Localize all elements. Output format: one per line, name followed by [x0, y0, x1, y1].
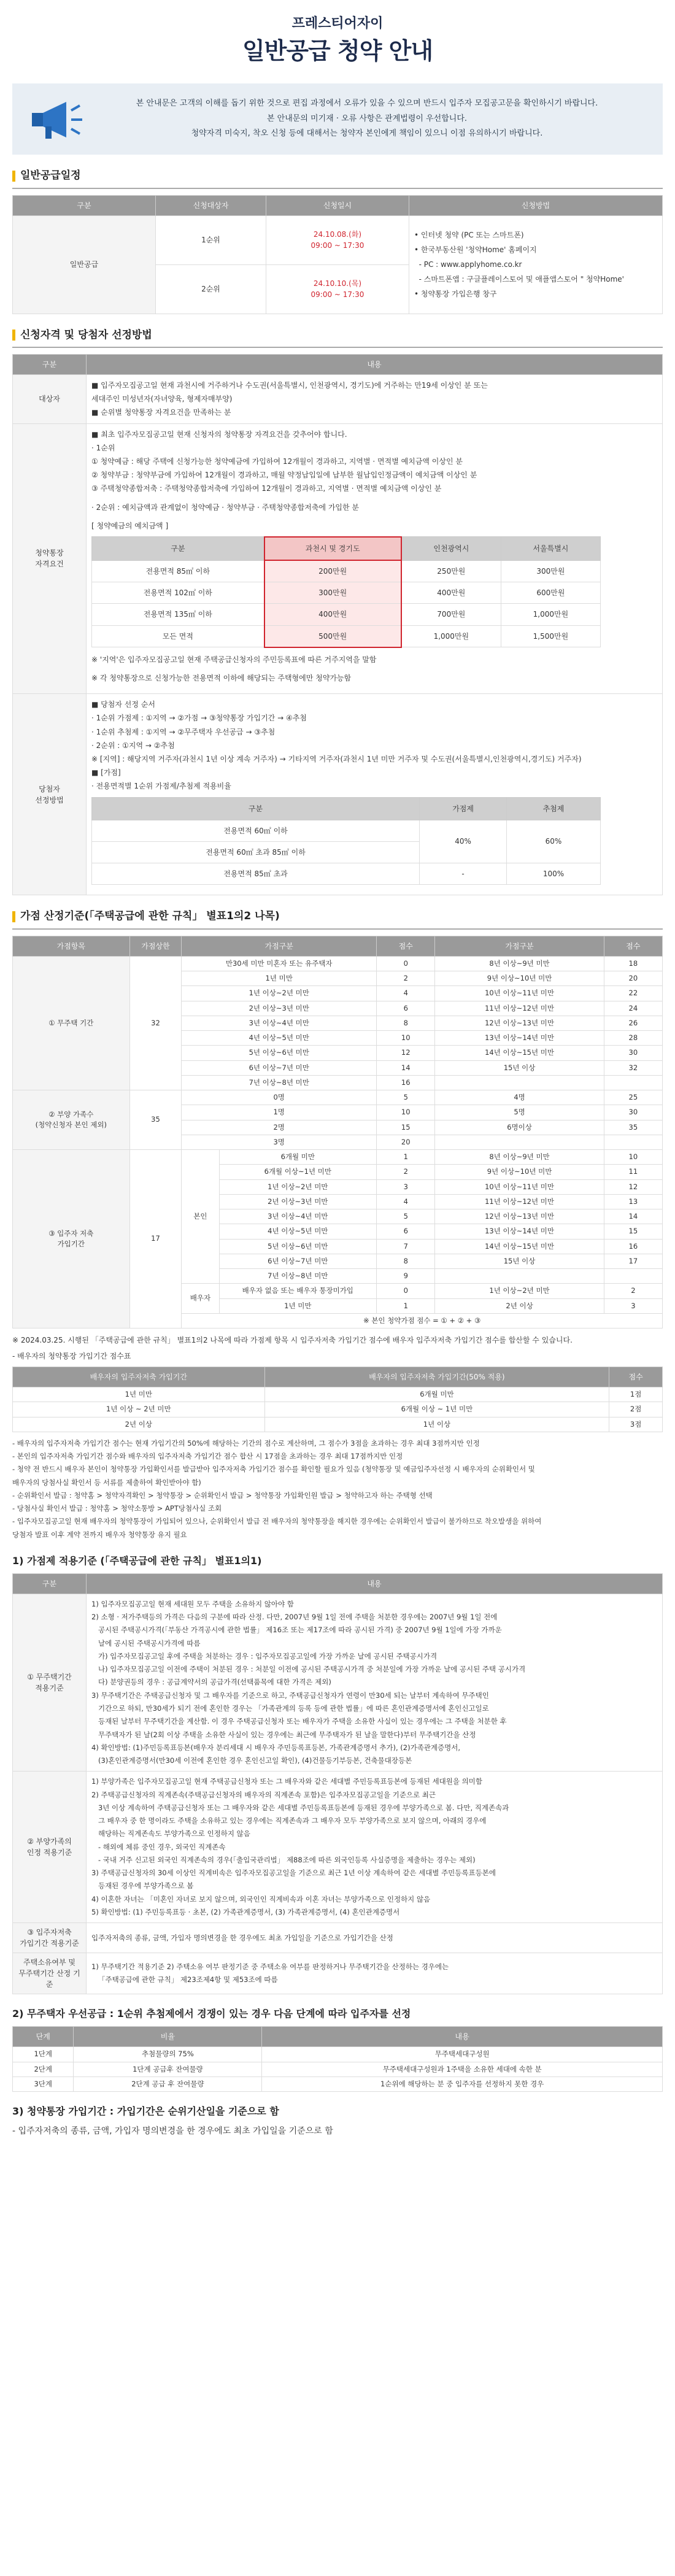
content-cell: [87, 1953, 663, 1994]
content-line: 가) 입주자모집공고일 후에 주택을 처분하는 경우 : 입주자모집공고일에 가장 가까운 날에 공시된 주택공시가격: [91, 1651, 438, 1660]
content-line: 공시된 주택공시가격(「부동산 가격공시에 관한 법률」 제16조 또는 제17조에 따라 공시된 가격) 중 2007년 9월 1일에 가장 가까운: [91, 1625, 502, 1635]
col-header: 서울특별시: [501, 537, 601, 560]
content-line: 입주자저축의 종류, 금액, 가입자 명의변경을 한 경우에도 최초 가입일을 기준으로 가입기간을 산정: [91, 1933, 393, 1942]
cell: 1단계: [13, 2047, 74, 2062]
cell: 7년 이상~8년 미만: [182, 1075, 377, 1090]
cell: 3점: [609, 1417, 663, 1432]
cell: 추첨물량의 75%: [74, 2047, 262, 2062]
cell: 20: [377, 1135, 435, 1149]
cell: 11: [604, 1165, 662, 1179]
sub-label: 본인: [182, 1150, 219, 1284]
cell: 7: [377, 1239, 435, 1254]
content-line: - 국내 거주 신고된 외국인 직계존속의 경우(「출입국관리법」 제88조에 따른 외국인등록 사실증명을 제출하는 경우는 제외): [91, 1855, 476, 1864]
cell: 10: [604, 1150, 662, 1165]
content-line: 1) 입주자모집공고일 현재 세대원 모두 주택을 소유하지 않아야 함: [91, 1599, 294, 1608]
cell: 25: [604, 1090, 662, 1105]
col-header: 가점제: [420, 797, 507, 820]
page: [12, 0, 663, 2140]
hero: [12, 0, 663, 76]
col-header: 구분: [13, 195, 156, 215]
content-line: 해당하는 직계존속도 부양가족으로 인정하지 않음: [91, 1829, 250, 1838]
cell: 15년 이상: [435, 1060, 604, 1075]
subsection-title: 1) 가점제 적용기준 (「주택공급에 관한 규칙」 별표1의1): [12, 1554, 262, 1567]
cell: 8년 이상~9년 미만: [435, 1150, 604, 1165]
content-cell: [87, 1594, 663, 1771]
hero-subtitle: 프레스티어자이: [291, 16, 384, 31]
cell: 3년 이상~4년 미만: [182, 1016, 377, 1030]
cell: 2: [604, 1284, 662, 1298]
sum-cell: ※ 본인 청약가점 점수 = ① + ② + ③: [182, 1313, 663, 1328]
cell: 17: [604, 1254, 662, 1268]
content-line: 「주택공급에 관한 규칙」 제23조제4항 및 제53조에 따름: [91, 1975, 278, 1984]
cell: 15: [604, 1224, 662, 1239]
col-header: 가점구분: [182, 936, 377, 956]
cell: [435, 1269, 604, 1284]
subsection-title: 3) 청약통장 가입기간 : 가입기간은 순위기산일을 기준으로 함: [12, 2105, 279, 2117]
cell: 3년 이상~4년 미만: [219, 1209, 377, 1224]
method-line: • 인터넷 청약 (PC 또는 스마트폰): [414, 231, 524, 239]
cell: -: [420, 863, 507, 885]
winner-cell: ■ 당첨자 선정 순서 · 1순위 가점제 : ①지역 → ②가점 → ③청약통장 가입기간 → ④추첨 · 1순위 추첨제 : ①지역 → ②무주택자 우선공급 → ③추첨 · 2순위 : ①지역 → ②추첨 ※ [지역] : 해당지역 거주자(과천시 1년 이상 계속 거주자) → 기타지역 거주자(과천시 1년 미만 거주자 및 수도권(서울특별시,인천광역시,경기도) 거주자) ■ [가점] · 전용면적별 1순위 가점제/추첨제 적용비율 구분 가점제 추첨제 전용면적 60㎡ 이하 40% 60% 전용면적 60㎡ 초과 85㎡ 이하 전용면적 85㎡ 초과 - 100%: [87, 694, 663, 895]
cell: 전용면적 85㎡ 초과: [92, 863, 420, 885]
cell: 4명: [435, 1090, 604, 1105]
note: - 배우자의 청약통장 가입기간 점수표: [12, 1352, 131, 1360]
cell: 10년 이상~11년 미만: [435, 1179, 604, 1194]
cell: 5년 이상~6년 미만: [182, 1046, 377, 1060]
cell: 전용면적 85㎡ 이하: [92, 560, 264, 582]
cell: 만30세 미만 미혼자 또는 유주택자: [182, 956, 377, 971]
cell: 모든 면적: [92, 625, 264, 647]
cell: 12년 이상~13년 미만: [435, 1209, 604, 1224]
cell: 6년 이상~7년 미만: [219, 1254, 377, 1268]
cell: 1,000만원: [401, 625, 501, 647]
cell: 1,500만원: [501, 625, 601, 647]
standard-table: [12, 1573, 663, 1994]
col-header: 가점구분: [435, 936, 604, 956]
method-line: - PC : www.applyhome.co.kr: [418, 260, 522, 269]
cell: 3: [604, 1298, 662, 1313]
cell: 400만원: [264, 604, 401, 625]
cell: 3단계: [13, 2077, 74, 2091]
cell: 12: [604, 1179, 662, 1194]
content-line: 등재된 날부터 무주택기간을 계산함. 이 경우 주택공급신청자 또는 배우자가 주택을 소유한 사실이 있는 경우에는 그 주택을 처분한 후: [91, 1717, 507, 1726]
cell: 2: [377, 1165, 435, 1179]
cell: 60%: [507, 820, 601, 863]
content-line: 다) 분양권등의 경우 : 공급계약서의 공급가격(선택품목에 대한 가격은 제외): [91, 1678, 331, 1687]
cell: 500만원: [264, 625, 401, 647]
row-label: 당첨자 선정방법: [13, 694, 87, 895]
cell: 6개월 미만: [219, 1150, 377, 1165]
content-cell: [87, 1772, 663, 1923]
method-line: • 한국부동산원 '청약Home' 홈페이지: [414, 245, 537, 254]
cell: 전용면적 135㎡ 이하: [92, 604, 264, 625]
col-header: 인천광역시: [401, 537, 501, 560]
content-line: 등재된 경우에 부양가족으로 봄: [91, 1881, 194, 1891]
hero-title: 일반공급 청약 안내: [242, 37, 433, 64]
cell: 2년 이상: [435, 1298, 604, 1313]
cell: 100%: [507, 863, 601, 885]
qual-cell: ■ 최초 입주자모집공고일 현재 신청자의 청약통장 자격요건을 갖추어야 합니다. · 1순위 ① 청약예금 : 해당 주택에 신청가능한 청약예금에 가입하여 12개월이 경과하고, 지역별 · 면적별 예치금액 이상인 분 ② 청약부금 : 청약부금에 가입하여 12개월이 경과하고, 매월 약정납입일에 납부한 월납입인정금액이 예치금액 이상인 분 ③ 주택청약종합저축 : 주택청약종합저축에 가입하여 12개월이 경과하고, 지역별 · 면적별 예치금액 이상인 분 · 2순위 : 예치금액과 관계없이 청약예금 · 청약부금 · 주택청약종합저축에 가입한 분 [ 청약예금의 예치금액 ] 구분 과천시 및 경기도 인천광역시 서울특별시 전용면적 85㎡ 이하 200만원 250만원 300만원 전용면적 102㎡ 이하 300만원 400만원 600만원 전용면적 135㎡ 이하 400만원 700만원 1,000만원 모든 면적 500만원 1,000만원 1,500만원 ※ '지역'은 입주자모집공고일 현재 주택공급신청자의 주민등록표에 따른 거주지역을 말함 ※ 각 청약통장으로 신청가능한 전용면적 이하에 해당되는 주택형에만 청약가능함: [87, 423, 663, 694]
notice-line: 본 안내문은 고객의 이해를 돕기 위한 것으로 편집 과정에서 오류가 있을 수 있으며 반드시 입주자 모집공고문을 확인하시기 바랍니다.: [136, 98, 598, 108]
cell: 1순위에 해당하는 분 중 입주자를 선정하지 못한 경우: [262, 2077, 663, 2091]
cell: 6명이상: [435, 1120, 604, 1135]
cell: 2점: [609, 1402, 663, 1417]
table-row: [13, 1953, 663, 1994]
content-line: (3)혼인관계증명서(만30세 이전에 혼인한 경우 혼인신고일 확인), (4)건물등기부등본, 건축물대장등본: [91, 1756, 412, 1765]
cell: 10: [377, 1031, 435, 1046]
max-cell: 35: [129, 1090, 182, 1150]
cell: 12: [377, 1046, 435, 1060]
content-line: 무주택자가 된 날(2회 이상 주택을 소유한 사실이 있는 경우에는 최근에 무주택자가 된 날을 말한다)부터 무주택기간을 산정: [91, 1730, 476, 1739]
cell: [604, 1075, 662, 1090]
col-header: 신청대상자: [155, 195, 266, 215]
cell: 2단계: [13, 2062, 74, 2077]
cell: 2년 이상~3년 미만: [219, 1194, 377, 1209]
col-header: 추첨제: [507, 797, 601, 820]
col-header: 비율: [74, 2027, 262, 2047]
cell: 22: [604, 986, 662, 1001]
cell: 32: [604, 1060, 662, 1075]
col-header: 구분: [92, 797, 420, 820]
notice-line: 청약자격 미숙지, 착오 신청 등에 대해서는 청약자 본인에게 책임이 있으니 이점 유의하시기 바랍니다.: [191, 129, 543, 139]
method-line: - 스마트폰앱 : 구글플레이스토어 및 애플앱스토어 " 청약Home': [418, 275, 624, 283]
cell: 2년 이상~3년 미만: [182, 1001, 377, 1016]
cell-methods: [409, 215, 662, 314]
cell: 8년 이상~9년 미만: [435, 956, 604, 971]
cell: 1점: [609, 1387, 663, 1402]
cell: 700만원: [401, 604, 501, 625]
ratio-table: [91, 797, 601, 885]
col-header: 배우자의 입주자저축 가입기간: [13, 1367, 265, 1387]
table-row: [13, 1150, 663, 1165]
cell-who: 1순위: [155, 215, 266, 264]
cell: 무주택세대구성원: [262, 2047, 663, 2062]
row-label: ③ 입주자저축 가입기간 적용기준: [13, 1923, 87, 1953]
cell: 6년 이상~7년 미만: [182, 1060, 377, 1075]
table-row: [13, 956, 663, 971]
section-title-points: 가점 산정기준(「주택공급에 관한 규칙」 별표1의2 나목): [12, 909, 663, 930]
cell: 1: [377, 1150, 435, 1165]
cell: 1년 이상~2년 미만: [219, 1179, 377, 1194]
title-marker: [12, 330, 15, 341]
cell: 1년 이상~2년 미만: [182, 986, 377, 1001]
section-title-qualification: 신청자격 및 당첨자 선정방법: [12, 328, 663, 349]
cell: 15년 이상: [435, 1254, 604, 1268]
cell: 6: [377, 1001, 435, 1016]
cell: 400만원: [401, 582, 501, 604]
cell: 6개월 이상~1년 미만: [219, 1165, 377, 1179]
note: ※ 2024.03.25. 시행된 「주택공급에 관한 규칙」 별표1의2 나목에 따라 가점제 항목 시 입주자저축 가입기간 점수에 배우자 입주자저축 가입기간 점수를 합산할 수 있습니다.: [12, 1336, 573, 1344]
content-line: 3) 무주택기간은 주택공급신청자 및 그 배우자를 기준으로 하고, 주택공급신청자가 연령이 만30세 되는 날부터 계속하여 무주택인: [91, 1691, 489, 1700]
row-label: 주택소유여부 및 무주택기간 산정 기준: [13, 1953, 87, 1994]
cell: 11년 이상~12년 미만: [435, 1194, 604, 1209]
content-line: 4) 확인방법: (1)주민등록표등본(배우자 분리세대 시 배우자 주민등록표등본, 가족관계증명서 추가), (2)가족관계증명서,: [91, 1743, 460, 1752]
cell: 무주택세대구성원과 1주택을 소유한 세대에 속한 분: [262, 2062, 663, 2077]
cell: 3: [377, 1179, 435, 1194]
col-header: 내용: [87, 355, 663, 375]
cell: 26: [604, 1016, 662, 1030]
content-line: 3년 이상 계속하여 주택공급신청자 또는 그 배우자와 같은 세대별 주민등록표등본에 등재된 경우에 부양가족으로 봄. 다만, 직계존속과: [91, 1803, 509, 1812]
cell: 35: [604, 1120, 662, 1135]
table-row: [13, 1772, 663, 1923]
cell: 11년 이상~12년 미만: [435, 1001, 604, 1016]
cell: 16: [377, 1075, 435, 1090]
cell: [604, 1269, 662, 1284]
content-line: 5) 확인방법: (1) 주민등록표등 · 초본, (2) 가족관계증명서, (3) 가족관계증명서, (4) 혼인관계증명서: [91, 1907, 400, 1916]
subsection-title: 2) 무주택자 우선공급 : 1순위 추첨제에서 경쟁이 있는 경우 다음 단계에 따라 입주자를 선정: [12, 2008, 411, 2020]
account-note: - 입주자저축의 종류, 금액, 가입자 명의변경을 한 경우에도 최초 가입일을 기준으로 함: [12, 2126, 333, 2136]
cell: 9: [377, 1269, 435, 1284]
cell: 18: [604, 956, 662, 971]
col-header: 구분: [13, 355, 87, 375]
cell: [435, 1075, 604, 1090]
col-header: 구분: [13, 1573, 87, 1594]
cell: 300만원: [264, 582, 401, 604]
cell: 7년 이상~8년 미만: [219, 1269, 377, 1284]
cell: 30: [604, 1105, 662, 1120]
cell: 1년 미만: [219, 1298, 377, 1313]
cell: 10년 이상~11년 미만: [435, 986, 604, 1001]
table-row: [13, 1090, 663, 1105]
content-line: 2) 주택공급신청자의 직계존속(주택공급신청자의 배우자의 직계존속 포함)은 입주자모집공고일을 기준으로 최근: [91, 1790, 436, 1799]
col-header: 가점항목: [13, 936, 130, 956]
col-header: 배우자의 입주자저축 가입기간(50% 적용): [264, 1367, 609, 1387]
cell: 5년 이상~6년 미만: [219, 1239, 377, 1254]
cell: 250만원: [401, 560, 501, 582]
max-cell: 17: [129, 1150, 182, 1328]
cell: 10: [377, 1105, 435, 1120]
col-header: 단계: [13, 2027, 74, 2047]
col-header: 신청일시: [266, 195, 409, 215]
cell: 전용면적 60㎡ 초과 85㎡ 이하: [92, 841, 420, 863]
cell: 4: [377, 986, 435, 1001]
cell: 6개월 이상 ~ 1년 미만: [264, 1402, 609, 1417]
table-row: [13, 1594, 663, 1771]
content-line: 나) 입주자모집공고일 이전에 주택이 처분된 경우 : 처분일 이전에 공시된 주택공시가격 중 처분일에 가장 가까운 날에 공시된 주택 공시가격: [91, 1665, 526, 1674]
cell: 배우자 없음 또는 배우자 통장미가입: [219, 1284, 377, 1298]
title-marker: [12, 171, 15, 182]
col-header: 점수: [604, 936, 662, 956]
notice-box: [12, 83, 663, 155]
notice-text: [86, 96, 648, 142]
cell: 30: [604, 1046, 662, 1060]
row-label: 일반공급: [13, 215, 156, 314]
cell: [435, 1135, 604, 1149]
cell: 13년 이상~14년 미만: [435, 1224, 604, 1239]
cell: 4년 이상~5년 미만: [182, 1031, 377, 1046]
section-title-schedule: 일반공급일정: [12, 168, 663, 189]
cell: 1,000만원: [501, 604, 601, 625]
cell: 0명: [182, 1090, 377, 1105]
cell: 14: [377, 1060, 435, 1075]
col-header: 가점상한: [129, 936, 182, 956]
content-line: 1) 무주택기간 적용기준 2) 주택소유 여부 판정기준 중 주택소유 여부를 판정하거나 무주택기간을 산정하는 경우에는: [91, 1962, 449, 1971]
spouse-notes: - 배우자의 입주자저축 가입기간 점수는 현재 가입기간의 50%에 해당하는 기간의 점수로 계산하며, 그 점수가 3점을 초과하는 경우 최대 3점까지만 인정 - 본인의 입주자저축 가입기간 점수와 배우자의 입주자저축 가입기간 점수 합산 시 17점을 초과하는 경우 최대 17점까지만 인정 - 청약 전 반드시 배우자 본인이 청약통장 가입확인서를 발급받아 입주자저축 가입기간 점수를 확인할 필요가 있음 (청약통장 및 예금입주자선정 시 배우자의 순위확인서 및 배우자의 당첨사실 확인서 등 서류를 제출하여 확인받아야 함) - 순위확인서 발급 : 청약홈 > 청약자격확인 > 청약통장 > 순위확인서 발급 > 청약통장 가입확인원 발급 > 청약하고자 하는 주택형 선택 - 당첨사실 확인서 발급 : 청약홈 > 청약소통방 > APT당첨사실 조회 - 입주자모집공고일 현재 배우자의 청약통장이 가입되어 있으나, 순위확인서 발급 전 배우자의 청약통장을 해지한 경우에는 순위확인서 발급이 불가하므로 착오발생을 위하여 당첨자 발표 이후 계약 전까지 배우자 청약통장 유지 필요: [12, 1438, 542, 1539]
cell: 14: [604, 1209, 662, 1224]
cell: 8: [377, 1016, 435, 1030]
col-header: 점수: [609, 1367, 663, 1387]
col-header: 구분: [92, 537, 264, 560]
row-label: 대상자: [13, 375, 87, 424]
cell: 14년 이상~15년 미만: [435, 1239, 604, 1254]
cell: 5: [377, 1209, 435, 1224]
cell: 1년 미만: [182, 971, 377, 986]
qualification-table: [12, 354, 663, 895]
content-line: 그 배우자 중 한 명이라도 주택을 소유하고 있는 경우에는 직계존속과 그 배우자 모두 부양가족으로 보지 않으며, 아래의 경우에: [91, 1816, 487, 1826]
cell: 16: [604, 1239, 662, 1254]
cell: 0: [377, 956, 435, 971]
col-header: 점수: [377, 936, 435, 956]
cell: 1년 이상~2년 미만: [435, 1284, 604, 1298]
cell: 14년 이상~15년 미만: [435, 1046, 604, 1060]
target-cell: ■ 입주자모집공고일 현재 과천시에 거주하거나 수도권(서울특별시, 인천광역시, 경기도)에 거주하는 만19세 이상인 분 또는 세대주인 미성년자(자녀양육, 형제자매부양) ■ 순위별 청약통장 자격요건을 만족하는 분: [87, 375, 663, 424]
row-label: 청약통장 자격요건: [13, 423, 87, 694]
cell: 15: [377, 1120, 435, 1135]
content-line: 3) 주택공급신청자의 30세 이상인 직계비속은 입주자모집공고일을 기준으로 최근 1년 이상 계속하여 같은 세대별 주민등록표등본에: [91, 1868, 496, 1878]
content-line: 날에 공시된 주택공시가격에 따름: [91, 1638, 201, 1648]
row-label: ③ 입주자 저축 가입기간: [13, 1150, 130, 1328]
cell: 300만원: [501, 560, 601, 582]
cell: 12년 이상~13년 미만: [435, 1016, 604, 1030]
col-header: 내용: [262, 2027, 663, 2047]
cell: 1년 이상 ~ 2년 미만: [13, 1402, 265, 1417]
cell: 28: [604, 1031, 662, 1046]
row-label: ② 부양가족의 인정 적용기준: [13, 1772, 87, 1923]
cell: 8: [377, 1254, 435, 1268]
cell: 1명: [182, 1105, 377, 1120]
spouse-table: [12, 1367, 663, 1432]
megaphone-icon: [27, 94, 86, 144]
cell-date: 24.10.10.(목) 09:00 ~ 17:30: [266, 264, 409, 314]
cell: 1년 미만: [13, 1387, 265, 1402]
cell: 1: [377, 1298, 435, 1313]
cell: 4: [377, 1194, 435, 1209]
cell: 전용면적 60㎡ 이하: [92, 820, 420, 841]
note: ※ 각 청약통장으로 신청가능한 전용면적 이하에 해당되는 주택형에만 청약가능함: [91, 674, 352, 682]
notice-line: 본 안내문의 미기재 · 오류 사항은 관계법령이 우선합니다.: [266, 114, 468, 123]
cell: 4년 이상~5년 미만: [219, 1224, 377, 1239]
cell: 13년 이상~14년 미만: [435, 1031, 604, 1046]
cell: 0: [377, 1284, 435, 1298]
cell: 전용면적 102㎡ 이하: [92, 582, 264, 604]
sub-label: 배우자: [182, 1284, 219, 1314]
cell: 1단계 공급후 잔여물량: [74, 2062, 262, 2077]
content-line: 2) 소형 · 저가주택등의 가격은 다음의 구분에 따라 산정. 다만, 2007년 9월 1일 전에 주택을 처분한 경우에는 2007년 9월 1일 전에: [91, 1613, 498, 1622]
cell: 200만원: [264, 560, 401, 582]
row-label: ② 부양 가족수 (청약신청자 본인 제외): [13, 1090, 130, 1150]
method-line: • 청약통장 가입은행 창구: [414, 290, 497, 298]
points-table: [12, 936, 663, 1328]
cell: 24: [604, 1001, 662, 1016]
cell: 40%: [420, 820, 507, 863]
content-line: 기간으로 하되, 만30세가 되기 전에 혼인한 경우는 「가족관계의 등록 등에 관한 법률」에 따른 혼인관계증명서에 혼인신고일로: [91, 1704, 489, 1713]
priority-table: [12, 2026, 663, 2092]
cell: [604, 1135, 662, 1149]
cell: 9년 이상~10년 미만: [435, 971, 604, 986]
cell: 2년 이상: [13, 1417, 265, 1432]
cell: 5명: [435, 1105, 604, 1120]
col-header: 신청방법: [409, 195, 662, 215]
cell: 1년 이상: [264, 1417, 609, 1432]
row-label: ① 무주택기간 적용기준: [13, 1594, 87, 1771]
cell: 600만원: [501, 582, 601, 604]
cell: 13: [604, 1194, 662, 1209]
content-cell: [87, 1923, 663, 1953]
cell: 9년 이상~10년 미만: [435, 1165, 604, 1179]
deposit-table: [91, 536, 601, 648]
cell: 2: [377, 971, 435, 986]
cell: 2명: [182, 1120, 377, 1135]
cell-date: 24.10.08.(화) 09:00 ~ 17:30: [266, 215, 409, 264]
max-cell: 32: [129, 956, 182, 1090]
table-row: [13, 1923, 663, 1953]
note: ※ '지역'은 입주자모집공고일 현재 주택공급신청자의 주민등록표에 따른 거주지역을 말함: [91, 655, 377, 664]
content-line: 1) 부양가족은 입주자모집공고일 현재 주택공급신청자 또는 그 배우자와 같은 세대별 주민등록표등본에 등재된 세대원을 의미함: [91, 1777, 482, 1786]
content-line: 4) 이혼한 자녀는 「미혼인 자녀로 보지 않으며, 외국인인 직계비속과 이혼 자녀는 부양가족으로 인정하지 않음: [91, 1894, 431, 1903]
cell: 6개월 미만: [264, 1387, 609, 1402]
col-header: 과천시 및 경기도: [264, 537, 401, 560]
row-label: ① 무주택 기간: [13, 956, 130, 1090]
col-header: 내용: [87, 1573, 663, 1594]
cell: 20: [604, 971, 662, 986]
schedule-table: [12, 195, 663, 314]
cell-who: 2순위: [155, 264, 266, 314]
cell: 2단계 공급 후 잔여물량: [74, 2077, 262, 2091]
cell: 5: [377, 1090, 435, 1105]
title-marker: [12, 911, 15, 922]
content-line: - 해외에 체류 중인 경우, 외국인 직계존속: [91, 1842, 226, 1851]
cell: 6: [377, 1224, 435, 1239]
cell: 3명: [182, 1135, 377, 1149]
